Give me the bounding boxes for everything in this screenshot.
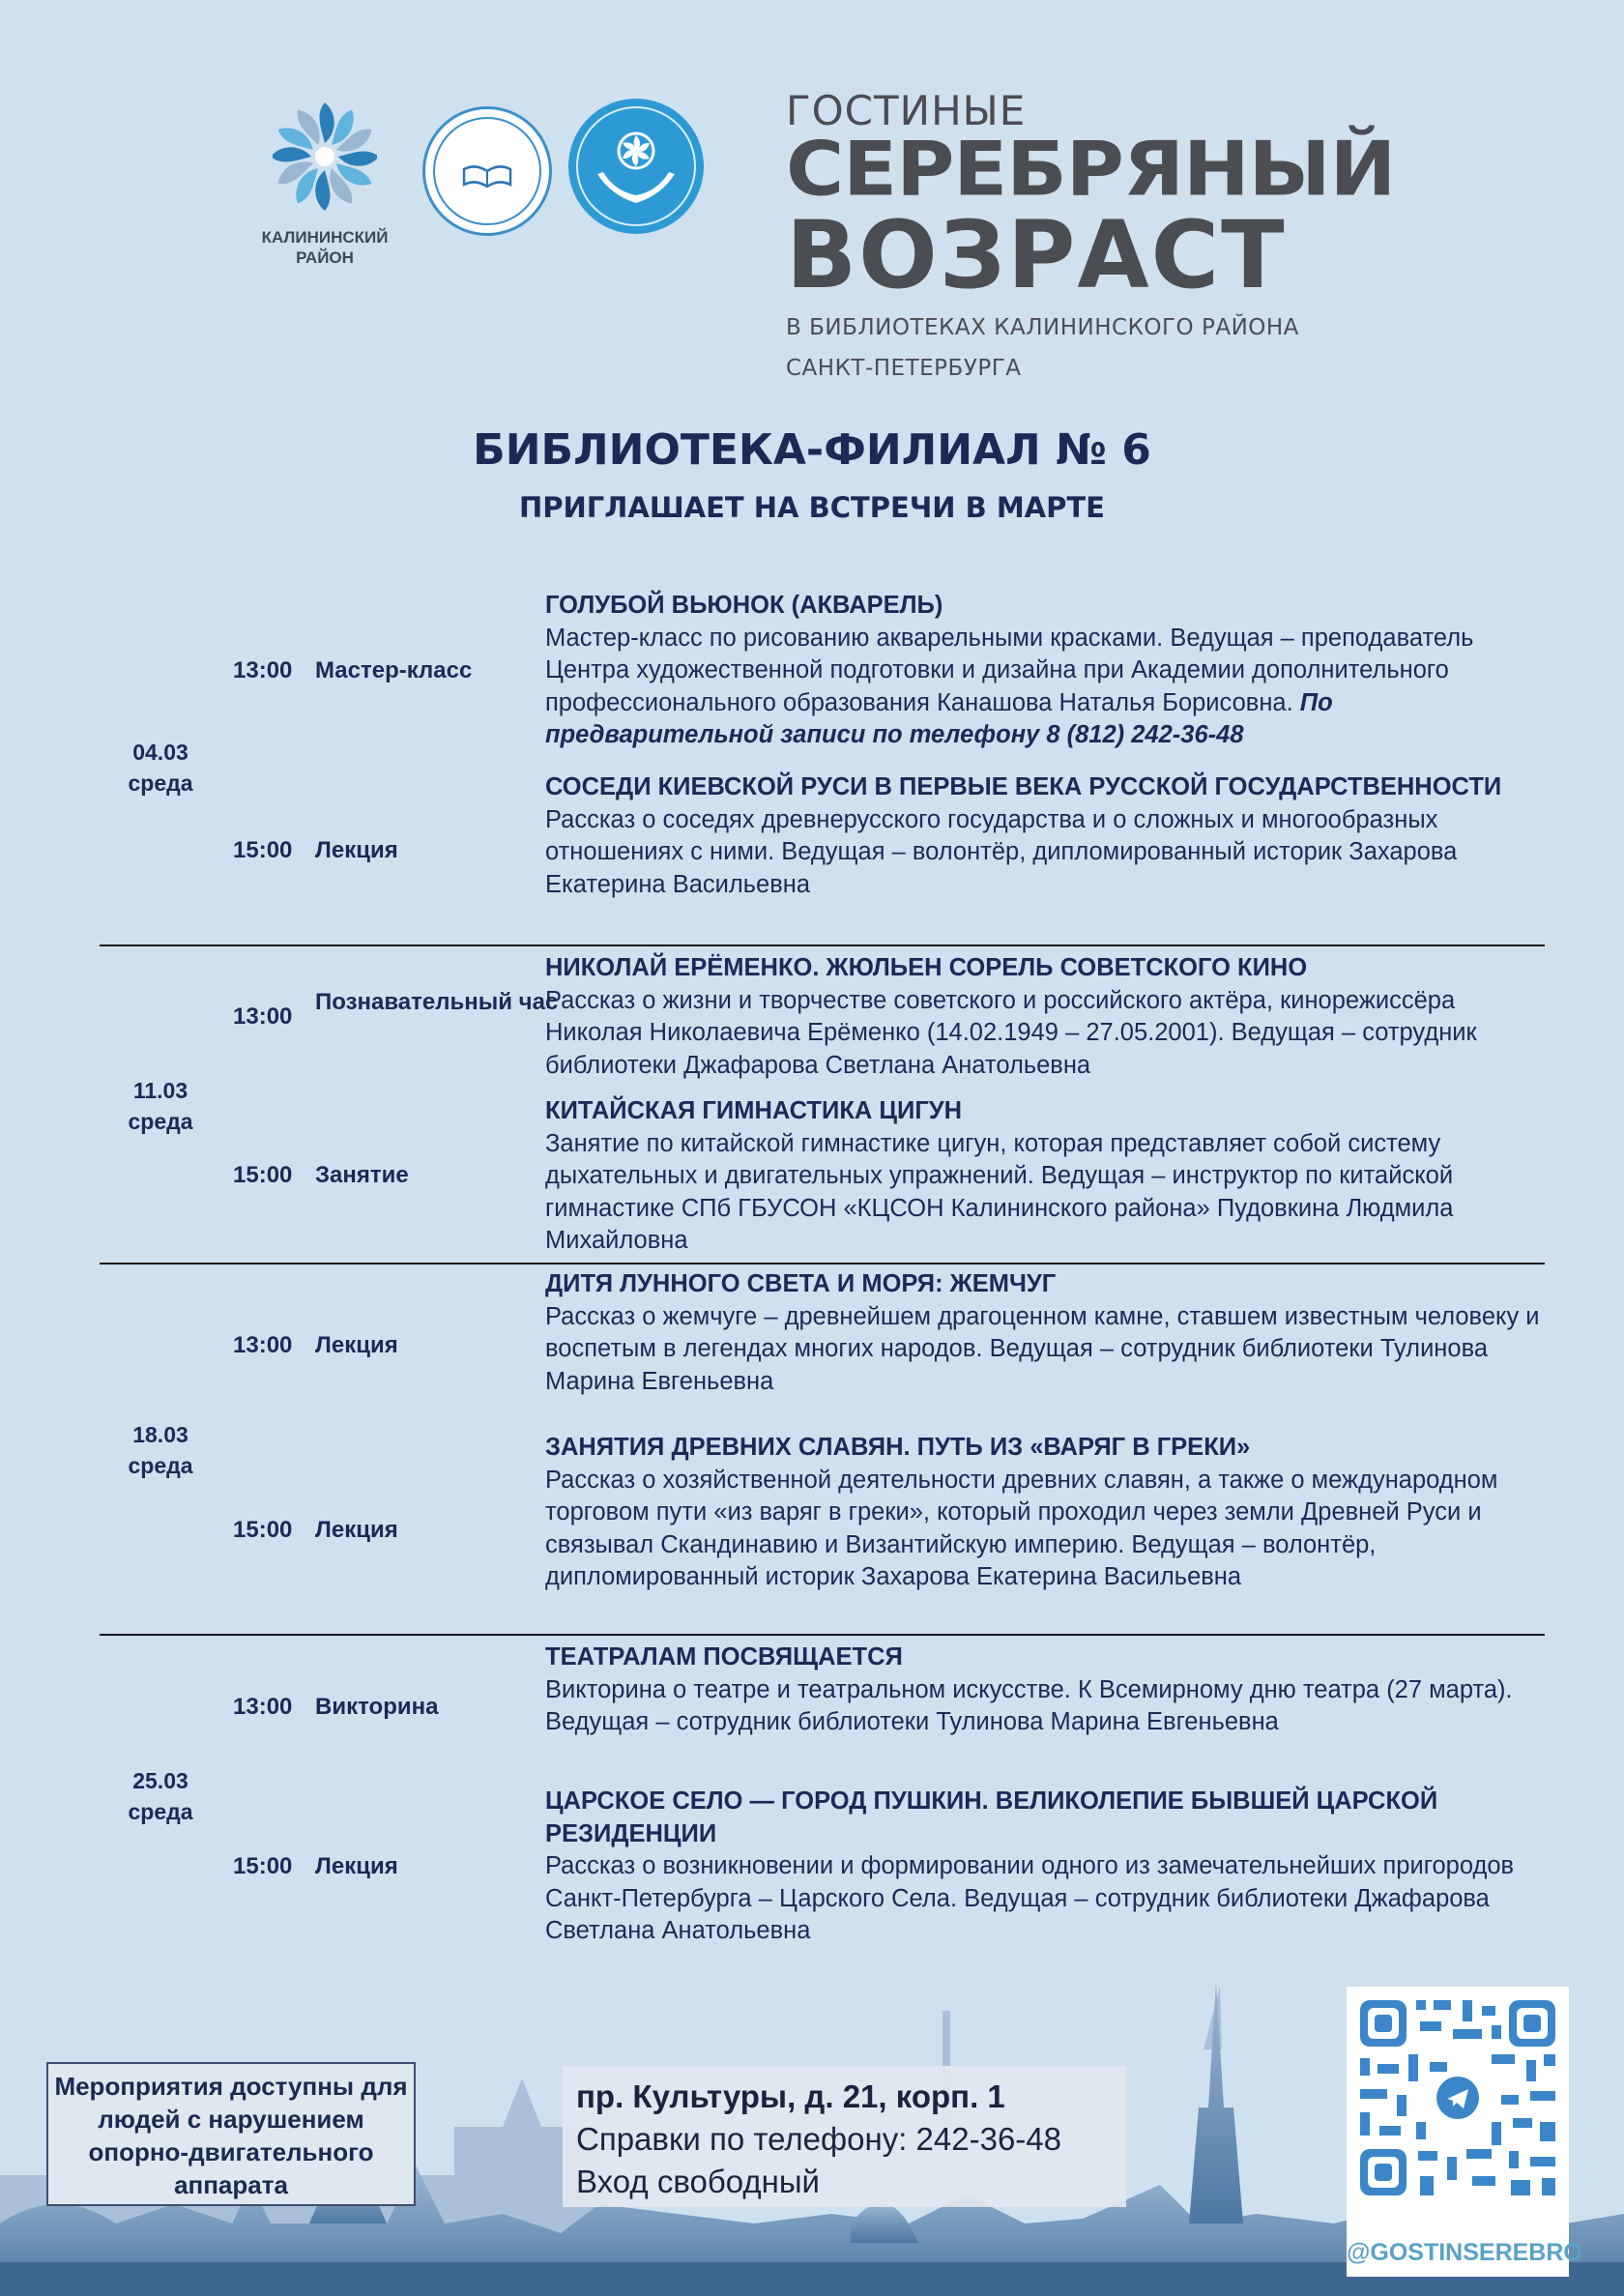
- phone-text: Справки по телефону: 242-36-48: [576, 2121, 1061, 2157]
- event-time: 15:00: [233, 837, 293, 863]
- event-time: 15:00: [233, 1853, 293, 1879]
- event-title: ЦАРСКОЕ СЕЛО — ГОРОД ПУШКИН. ВЕЛИКОЛЕПИЕ БЫВШЕЙ ЦАРСКОЙ РЕЗИДЕНЦИИ: [545, 1787, 1438, 1847]
- event-kind: Лекция: [315, 1517, 398, 1543]
- event-title: НИКОЛАЙ ЕРЁМЕНКО. ЖЮЛЬЕН СОРЕЛЬ СОВЕТСКОГО КИНО: [545, 954, 1308, 981]
- brand-line-3: ВОЗРАСТ: [786, 201, 1287, 309]
- event-description: Занятие по китайской гимнастике цигун, которая представляет собой систему дыхательных и двигательных упражнений. Ведущая – инструктор по китайской гимнастике СПб ГБУСОН «КЦСОН Калининского района» Пудовкина Людмила Михайловна: [545, 1129, 1454, 1254]
- brand-line-5: САНКТ-ПЕТЕРБУРГА: [786, 356, 1022, 381]
- event-title: ТЕАТРАЛАМ ПОСВЯЩАЕТСЯ: [545, 1643, 903, 1671]
- event-kind: Лекция: [315, 837, 398, 863]
- event-note: По предварительной записи по телефону 8 (812) 242-36-48: [545, 688, 1333, 748]
- contact-info-panel: [563, 2066, 1126, 2207]
- event-kind: Викторина: [315, 1694, 439, 1720]
- event-kind: Мастер-класс: [315, 657, 473, 683]
- event-description: Рассказ о жизни и творчестве советского и российского актёра, кинорежиссёра Николая Николаевича Ерёменко (14.02.1949 – 27.05.2001). Ведущая – сотрудник библиотеки Джафарова Светлана Анатольевна: [545, 986, 1477, 1079]
- event-time: 15:00: [233, 1517, 293, 1543]
- page-title: БИБЛИОТЕКА-ФИЛИАЛ № 6: [473, 425, 1151, 475]
- logo-caption-line-1: КАЛИНИНСКИЙ: [261, 228, 389, 247]
- brand-line-2: СЕРЕБРЯНЫЙ: [786, 126, 1396, 214]
- page-subtitle: ПРИГЛАШАЕТ НА ВСТРЕЧИ В МАРТЕ: [519, 491, 1105, 524]
- event-title: ЗАНЯТИЯ ДРЕВНИХ СЛАВЯН. ПУТЬ ИЗ «ВАРЯГ В ГРЕКИ»: [545, 1434, 1251, 1461]
- event-kind: Занятие: [315, 1162, 409, 1188]
- event-description: Мастер-класс по рисованию акварельными красками. Ведущая – преподаватель Центра художественной подготовки и дизайна при Академии дополнительного профессионального образования Канашова Наталья Борисовна. По предварительной записи по телефону 8 (812) 242-36-48: [545, 624, 1474, 748]
- qr-code-icon: [1347, 1987, 1569, 2209]
- event-time: 13:00: [233, 1694, 293, 1720]
- event-kind: Лекция: [315, 1332, 398, 1358]
- event-title: СОСЕДИ КИЕВСКОЙ РУСИ В ПЕРВЫЕ ВЕКА РУССКОЙ ГОСУДАРСТВЕННОСТИ: [545, 773, 1502, 800]
- event-title: КИТАЙСКАЯ ГИМНАСТИКА ЦИГУН: [545, 1097, 963, 1124]
- brand-line-1: ГОСТИНЫЕ: [786, 87, 1027, 134]
- qr-code[interactable]: [1347, 1987, 1582, 2277]
- event-kind: Познавательный час: [315, 989, 559, 1015]
- event-time: 13:00: [233, 1003, 293, 1030]
- entry-text: Вход свободный: [576, 2164, 820, 2199]
- event-title: ДИТЯ ЛУННОГО СВЕТА И МОРЯ: ЖЕМЧУГ: [545, 1270, 1057, 1297]
- logo-caption-line-2: РАЙОН: [296, 248, 354, 267]
- day-date: 11.03 среда: [128, 1078, 193, 1134]
- day-date: 25.03 среда: [128, 1768, 193, 1824]
- event-time: 15:00: [233, 1162, 293, 1188]
- event-title: ГОЛУБОЙ ВЬЮНОК (АКВАРЕЛЬ): [545, 592, 943, 619]
- event-description: Рассказ о хозяйственной деятельности древних славян, а также о международном торговом пути «из варяг в греки», который проходил через земли Древней Руси и связывал Скандинавию и Византийскую империю. Ведущая – волонтёр, дипломированный историк Захарова Екатерина Васильевна: [545, 1466, 1498, 1590]
- social-handle: @GOSTINSEREBRO: [1347, 2239, 1582, 2266]
- day-date: 04.03 среда: [128, 740, 193, 796]
- event-description: Рассказ о соседях древнерусского государства и о сложных и многообразных отношениях с ними. Ведущая – волонтёр, дипломированный историк Захарова Екатерина Васильевна: [545, 805, 1458, 898]
- event-time: 13:00: [233, 1332, 293, 1358]
- brand-line-4: В БИБЛИОТЕКАХ КАЛИНИНСКОГО РАЙОНА: [786, 315, 1299, 340]
- event-description: Рассказ о жемчуге – древнейшем драгоценном камне, ставшем известным человеку и воспетым в легендах многих народов. Ведущая – сотрудник библиотеки Тулинова Марина Евгеньевна: [545, 1302, 1540, 1395]
- event-kind: Лекция: [315, 1853, 398, 1879]
- address-text: пр. Культуры, д. 21, корп. 1: [576, 2078, 1005, 2114]
- event-time: 13:00: [233, 657, 293, 683]
- event-description: Викторина о театре и театральном искусстве. К Всемирному дню театра (27 марта). Ведущая – сотрудник библиотеки Тулинова Марина Евгеньевна: [545, 1675, 1513, 1735]
- accessibility-notice: Мероприятия доступны для людей с нарушением опорно-двигательного аппарата: [46, 2062, 416, 2206]
- day-date: 18.03 среда: [128, 1422, 193, 1478]
- event-description: Рассказ о возникновении и формировании одного из замечательнейших пригородов Санкт-Петербурга – Царского Села. Ведущая – сотрудник библиотеки Джафарова Светлана Анатольевна: [545, 1852, 1515, 1944]
